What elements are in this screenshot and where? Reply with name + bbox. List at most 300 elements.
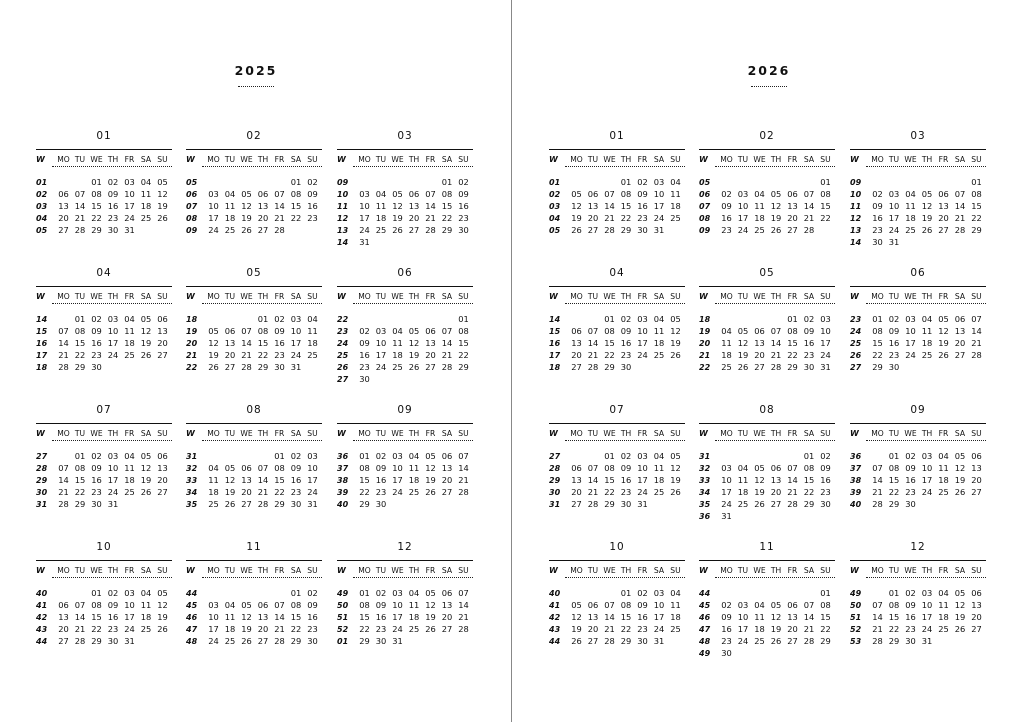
month-header-rule bbox=[549, 149, 685, 150]
day-cell: 02 bbox=[620, 451, 632, 461]
header-dotted-rule bbox=[866, 303, 986, 304]
month-title: 06 bbox=[910, 267, 926, 279]
day-cell: 26 bbox=[954, 487, 966, 497]
day-cell: 08 bbox=[888, 600, 900, 610]
day-cell: 06 bbox=[157, 451, 168, 461]
weekday-header: FR bbox=[637, 429, 648, 438]
day-cell: 19 bbox=[157, 612, 168, 622]
weekday-header: FR bbox=[425, 429, 436, 438]
day-cell: 01 bbox=[257, 314, 269, 324]
month-header-rule bbox=[699, 560, 835, 561]
week-number: 17 bbox=[36, 351, 48, 360]
weekday-header: TU bbox=[74, 429, 86, 438]
week-number: 33 bbox=[699, 476, 711, 485]
day-cell: 25 bbox=[721, 362, 732, 372]
weekday-header: FR bbox=[274, 292, 285, 301]
day-cell: 02 bbox=[872, 189, 883, 199]
week-number: 42 bbox=[549, 613, 561, 622]
day-cell: 29 bbox=[74, 499, 86, 509]
header-dotted-rule bbox=[565, 577, 685, 578]
day-cell: 22 bbox=[74, 350, 86, 360]
day-cell: 05 bbox=[241, 600, 252, 610]
day-cell: 30 bbox=[91, 499, 102, 509]
day-cell: 18 bbox=[224, 624, 236, 634]
day-cell: 21 bbox=[257, 487, 269, 497]
day-cell: 06 bbox=[954, 314, 966, 324]
day-cell: 10 bbox=[737, 612, 749, 622]
day-cell: 03 bbox=[290, 314, 302, 324]
day-cell: 25 bbox=[140, 213, 152, 223]
day-cell: 02 bbox=[91, 451, 102, 461]
day-cell: 03 bbox=[392, 588, 403, 598]
day-cell: 10 bbox=[208, 201, 219, 211]
week-number: 15 bbox=[549, 327, 561, 336]
day-cell: 13 bbox=[58, 612, 69, 622]
day-cell: 20 bbox=[587, 624, 599, 634]
day-cell: 26 bbox=[938, 350, 949, 360]
year-underline-dots bbox=[238, 86, 274, 87]
day-cell: 17 bbox=[290, 338, 302, 348]
day-cell: 13 bbox=[587, 612, 599, 622]
day-cell: 24 bbox=[392, 624, 403, 634]
day-cell: 30 bbox=[290, 499, 302, 509]
day-cell: 26 bbox=[425, 624, 436, 634]
month-header-rule bbox=[337, 560, 473, 561]
weekday-header: SU bbox=[820, 155, 831, 164]
day-cell: 21 bbox=[458, 612, 469, 622]
day-cell: 06 bbox=[571, 326, 582, 336]
weekday-header: MO bbox=[207, 155, 220, 164]
day-cell: 30 bbox=[637, 225, 648, 235]
weekday-header: FR bbox=[124, 155, 135, 164]
weekday-header: SU bbox=[670, 566, 681, 575]
weekday-header: SA bbox=[803, 566, 815, 575]
month-title: 04 bbox=[96, 267, 112, 279]
day-cell: 01 bbox=[359, 588, 370, 598]
day-cell: 02 bbox=[290, 451, 302, 461]
week-number: 31 bbox=[549, 500, 561, 509]
weekday-header: TU bbox=[224, 155, 236, 164]
day-cell: 22 bbox=[604, 350, 615, 360]
week-number: 29 bbox=[36, 476, 48, 485]
day-cell: 14 bbox=[441, 338, 453, 348]
day-cell: 13 bbox=[770, 475, 782, 485]
day-cell: 06 bbox=[58, 600, 69, 610]
weekday-header: MO bbox=[570, 429, 583, 438]
day-cell: 27 bbox=[441, 624, 453, 634]
week-number: 31 bbox=[186, 452, 198, 461]
day-cell: 31 bbox=[721, 511, 732, 521]
weekday-header: FR bbox=[124, 292, 135, 301]
day-cell: 15 bbox=[820, 612, 831, 622]
header-dotted-rule bbox=[866, 440, 986, 441]
day-cell: 06 bbox=[257, 600, 269, 610]
day-cell: 25 bbox=[224, 636, 236, 646]
day-cell: 26 bbox=[571, 636, 582, 646]
day-cell: 12 bbox=[157, 600, 168, 610]
weekday-header: TH bbox=[921, 155, 933, 164]
day-cell: 19 bbox=[140, 475, 152, 485]
month-header-rule bbox=[699, 286, 835, 287]
day-cell: 06 bbox=[587, 189, 599, 199]
weekday-header: SU bbox=[458, 292, 469, 301]
day-cell: 08 bbox=[257, 326, 269, 336]
day-cell: 30 bbox=[307, 636, 318, 646]
day-cell: 12 bbox=[670, 463, 681, 473]
week-number: 10 bbox=[850, 190, 862, 199]
day-cell: 17 bbox=[653, 201, 665, 211]
day-cell: 09 bbox=[820, 463, 831, 473]
weekday-header: FR bbox=[637, 566, 648, 575]
day-cell: 23 bbox=[620, 487, 632, 497]
day-cell: 08 bbox=[604, 326, 615, 336]
day-cell: 30 bbox=[888, 362, 900, 372]
day-cell: 08 bbox=[888, 463, 900, 473]
day-cell: 02 bbox=[721, 600, 732, 610]
day-cell: 28 bbox=[74, 225, 86, 235]
day-cell: 04 bbox=[124, 314, 135, 324]
day-cell: 15 bbox=[803, 475, 815, 485]
weekday-header: TH bbox=[107, 566, 119, 575]
day-cell: 11 bbox=[721, 338, 732, 348]
day-cell: 30 bbox=[107, 636, 119, 646]
month-header-rule bbox=[186, 423, 322, 424]
day-cell: 14 bbox=[770, 338, 782, 348]
day-cell: 13 bbox=[157, 463, 168, 473]
day-cell: 09 bbox=[620, 326, 632, 336]
day-cell: 22 bbox=[604, 487, 615, 497]
day-cell: 07 bbox=[425, 189, 436, 199]
day-cell: 23 bbox=[905, 624, 916, 634]
week-number: 40 bbox=[337, 500, 349, 509]
day-cell: 18 bbox=[224, 213, 236, 223]
weekday-header: SA bbox=[441, 566, 453, 575]
day-cell: 18 bbox=[721, 350, 732, 360]
day-cell: 28 bbox=[971, 350, 982, 360]
day-cell: 01 bbox=[820, 177, 831, 187]
day-cell: 27 bbox=[257, 225, 269, 235]
day-cell: 01 bbox=[888, 451, 900, 461]
day-cell: 25 bbox=[670, 213, 681, 223]
day-cell: 12 bbox=[737, 338, 749, 348]
week-number: 39 bbox=[337, 488, 349, 497]
week-header: W bbox=[186, 292, 195, 301]
month-header-rule bbox=[549, 423, 685, 424]
day-cell: 02 bbox=[307, 588, 318, 598]
year-title: 2025 bbox=[234, 63, 278, 78]
day-cell: 23 bbox=[458, 213, 469, 223]
day-cell: 15 bbox=[74, 338, 86, 348]
day-cell: 21 bbox=[587, 487, 599, 497]
day-cell: 25 bbox=[754, 636, 765, 646]
weekday-header: MO bbox=[871, 566, 884, 575]
day-cell: 08 bbox=[620, 600, 632, 610]
day-cell: 13 bbox=[157, 326, 168, 336]
day-cell: 04 bbox=[140, 588, 152, 598]
day-cell: 01 bbox=[604, 314, 615, 324]
day-cell: 01 bbox=[91, 588, 102, 598]
week-header: W bbox=[850, 292, 859, 301]
month-header-rule bbox=[850, 149, 986, 150]
week-number: 09 bbox=[337, 178, 349, 187]
month-title: 05 bbox=[246, 267, 262, 279]
weekday-header: TH bbox=[620, 292, 632, 301]
day-cell: 26 bbox=[224, 499, 236, 509]
week-number: 44 bbox=[36, 637, 48, 646]
week-number: 25 bbox=[337, 351, 349, 360]
day-cell: 29 bbox=[820, 636, 831, 646]
day-cell: 14 bbox=[587, 475, 599, 485]
weekday-header: TH bbox=[107, 429, 119, 438]
day-cell: 19 bbox=[425, 475, 436, 485]
day-cell: 08 bbox=[604, 463, 615, 473]
day-cell: 11 bbox=[307, 326, 318, 336]
day-cell: 14 bbox=[872, 612, 883, 622]
day-cell: 30 bbox=[905, 499, 916, 509]
day-cell: 16 bbox=[803, 338, 815, 348]
weekday-header: TH bbox=[107, 292, 119, 301]
day-cell: 29 bbox=[604, 499, 615, 509]
day-cell: 08 bbox=[290, 189, 302, 199]
weekday-header: SA bbox=[954, 566, 966, 575]
weekday-header: TH bbox=[408, 566, 420, 575]
weekday-header: SU bbox=[157, 429, 168, 438]
day-cell: 15 bbox=[359, 612, 370, 622]
week-header: W bbox=[850, 429, 859, 438]
day-cell: 02 bbox=[359, 326, 370, 336]
week-number: 14 bbox=[549, 315, 561, 324]
day-cell: 18 bbox=[905, 213, 916, 223]
weekday-header: WE bbox=[603, 292, 616, 301]
day-cell: 26 bbox=[140, 350, 152, 360]
week-number: 11 bbox=[337, 202, 349, 211]
day-cell: 17 bbox=[905, 338, 916, 348]
weekday-header: WE bbox=[391, 429, 404, 438]
day-cell: 10 bbox=[375, 338, 387, 348]
day-cell: 05 bbox=[224, 463, 236, 473]
day-cell: 28 bbox=[241, 362, 252, 372]
day-cell: 13 bbox=[408, 201, 420, 211]
header-dotted-rule bbox=[715, 440, 835, 441]
day-cell: 12 bbox=[571, 612, 582, 622]
day-cell: 19 bbox=[408, 350, 420, 360]
weekday-header: TH bbox=[408, 429, 420, 438]
day-cell: 21 bbox=[787, 487, 798, 497]
day-cell: 25 bbox=[653, 350, 665, 360]
day-cell: 15 bbox=[359, 475, 370, 485]
weekday-header: SA bbox=[441, 292, 453, 301]
weekday-header: MO bbox=[358, 292, 371, 301]
weekday-header: SU bbox=[971, 155, 982, 164]
day-cell: 29 bbox=[274, 499, 285, 509]
day-cell: 09 bbox=[107, 600, 119, 610]
day-cell: 06 bbox=[587, 600, 599, 610]
day-cell: 10 bbox=[637, 463, 648, 473]
weekday-header: SA bbox=[140, 155, 152, 164]
weekday-header: TH bbox=[770, 429, 782, 438]
day-cell: 18 bbox=[670, 201, 681, 211]
day-cell: 27 bbox=[938, 225, 949, 235]
week-number: 45 bbox=[699, 601, 711, 610]
day-cell: 27 bbox=[587, 225, 599, 235]
day-cell: 08 bbox=[274, 463, 285, 473]
weekday-header: TH bbox=[921, 292, 933, 301]
day-cell: 15 bbox=[458, 338, 469, 348]
day-cell: 07 bbox=[587, 326, 599, 336]
day-cell: 14 bbox=[604, 201, 615, 211]
day-cell: 23 bbox=[290, 487, 302, 497]
day-cell: 22 bbox=[820, 624, 831, 634]
week-header: W bbox=[337, 155, 346, 164]
day-cell: 17 bbox=[208, 624, 219, 634]
week-number: 37 bbox=[337, 464, 349, 473]
day-cell: 31 bbox=[820, 362, 831, 372]
week-number: 24 bbox=[337, 339, 349, 348]
day-cell: 05 bbox=[770, 189, 782, 199]
day-cell: 08 bbox=[820, 600, 831, 610]
day-cell: 24 bbox=[208, 225, 219, 235]
day-cell: 11 bbox=[737, 475, 749, 485]
day-cell: 12 bbox=[754, 475, 765, 485]
day-cell: 16 bbox=[905, 475, 916, 485]
week-number: 31 bbox=[36, 500, 48, 509]
day-cell: 05 bbox=[392, 189, 403, 199]
day-cell: 25 bbox=[208, 499, 219, 509]
day-cell: 30 bbox=[820, 499, 831, 509]
day-cell: 18 bbox=[375, 213, 387, 223]
header-dotted-rule bbox=[715, 166, 835, 167]
day-cell: 15 bbox=[290, 201, 302, 211]
weekday-header: WE bbox=[391, 566, 404, 575]
day-cell: 01 bbox=[274, 451, 285, 461]
day-cell: 22 bbox=[888, 487, 900, 497]
day-cell: 18 bbox=[307, 338, 318, 348]
day-cell: 14 bbox=[274, 612, 285, 622]
day-cell: 30 bbox=[274, 362, 285, 372]
day-cell: 25 bbox=[938, 487, 949, 497]
day-cell: 07 bbox=[803, 189, 815, 199]
weekday-header: TH bbox=[107, 155, 119, 164]
day-cell: 04 bbox=[670, 177, 681, 187]
day-cell: 24 bbox=[653, 624, 665, 634]
day-cell: 17 bbox=[820, 338, 831, 348]
day-cell: 23 bbox=[107, 213, 119, 223]
day-cell: 26 bbox=[157, 624, 168, 634]
day-cell: 13 bbox=[425, 338, 436, 348]
day-cell: 17 bbox=[921, 612, 933, 622]
day-cell: 02 bbox=[274, 314, 285, 324]
day-cell: 20 bbox=[408, 213, 420, 223]
week-number: 22 bbox=[337, 315, 349, 324]
day-cell: 26 bbox=[737, 362, 749, 372]
day-cell: 18 bbox=[408, 475, 420, 485]
day-cell: 18 bbox=[938, 612, 949, 622]
day-cell: 28 bbox=[770, 362, 782, 372]
weekday-header: FR bbox=[938, 292, 949, 301]
week-header: W bbox=[36, 292, 45, 301]
weekday-header: TH bbox=[408, 155, 420, 164]
day-cell: 14 bbox=[604, 612, 615, 622]
day-cell: 15 bbox=[604, 338, 615, 348]
day-cell: 16 bbox=[620, 475, 632, 485]
weekday-header: TU bbox=[737, 566, 749, 575]
day-cell: 01 bbox=[620, 177, 632, 187]
header-dotted-rule bbox=[565, 166, 685, 167]
weekday-header: TH bbox=[620, 429, 632, 438]
day-cell: 12 bbox=[140, 326, 152, 336]
day-cell: 31 bbox=[307, 499, 318, 509]
day-cell: 21 bbox=[587, 350, 599, 360]
week-number: 44 bbox=[549, 637, 561, 646]
day-cell: 08 bbox=[359, 463, 370, 473]
day-cell: 23 bbox=[307, 213, 318, 223]
day-cell: 26 bbox=[770, 225, 782, 235]
day-cell: 04 bbox=[754, 189, 765, 199]
day-cell: 24 bbox=[124, 624, 135, 634]
week-number: 23 bbox=[850, 315, 862, 324]
day-cell: 04 bbox=[938, 451, 949, 461]
day-cell: 26 bbox=[954, 624, 966, 634]
month-title: 03 bbox=[910, 130, 926, 142]
day-cell: 03 bbox=[820, 314, 831, 324]
day-cell: 17 bbox=[359, 213, 370, 223]
day-cell: 31 bbox=[359, 237, 370, 247]
day-cell: 03 bbox=[653, 588, 665, 598]
day-cell: 12 bbox=[392, 201, 403, 211]
day-cell: 08 bbox=[787, 326, 798, 336]
day-cell: 20 bbox=[787, 213, 798, 223]
month-title: 12 bbox=[910, 541, 926, 553]
week-number: 14 bbox=[337, 238, 349, 247]
day-cell: 14 bbox=[458, 463, 469, 473]
weekday-header: TH bbox=[921, 566, 933, 575]
day-cell: 09 bbox=[888, 326, 900, 336]
day-cell: 01 bbox=[290, 177, 302, 187]
day-cell: 17 bbox=[392, 612, 403, 622]
day-cell: 16 bbox=[721, 213, 732, 223]
day-cell: 09 bbox=[803, 326, 815, 336]
weekday-header: FR bbox=[938, 155, 949, 164]
day-cell: 27 bbox=[787, 225, 798, 235]
day-cell: 09 bbox=[274, 326, 285, 336]
day-cell: 19 bbox=[938, 338, 949, 348]
day-cell: 29 bbox=[620, 636, 632, 646]
day-cell: 22 bbox=[359, 624, 370, 634]
day-cell: 21 bbox=[803, 624, 815, 634]
weekday-header: FR bbox=[124, 429, 135, 438]
day-cell: 09 bbox=[620, 463, 632, 473]
weekday-header: WE bbox=[753, 566, 766, 575]
day-cell: 02 bbox=[637, 177, 648, 187]
weekday-header: SU bbox=[670, 155, 681, 164]
week-number: 42 bbox=[36, 613, 48, 622]
day-cell: 27 bbox=[157, 350, 168, 360]
week-number: 22 bbox=[186, 363, 198, 372]
day-cell: 17 bbox=[307, 475, 318, 485]
day-cell: 20 bbox=[224, 350, 236, 360]
day-cell: 02 bbox=[888, 314, 900, 324]
day-cell: 10 bbox=[124, 600, 135, 610]
day-cell: 26 bbox=[425, 487, 436, 497]
day-cell: 25 bbox=[124, 350, 135, 360]
day-cell: 22 bbox=[888, 624, 900, 634]
weekday-header: SU bbox=[157, 155, 168, 164]
day-cell: 02 bbox=[91, 314, 102, 324]
day-cell: 20 bbox=[938, 213, 949, 223]
week-header: W bbox=[337, 566, 346, 575]
day-cell: 11 bbox=[921, 326, 933, 336]
day-cell: 22 bbox=[91, 624, 102, 634]
